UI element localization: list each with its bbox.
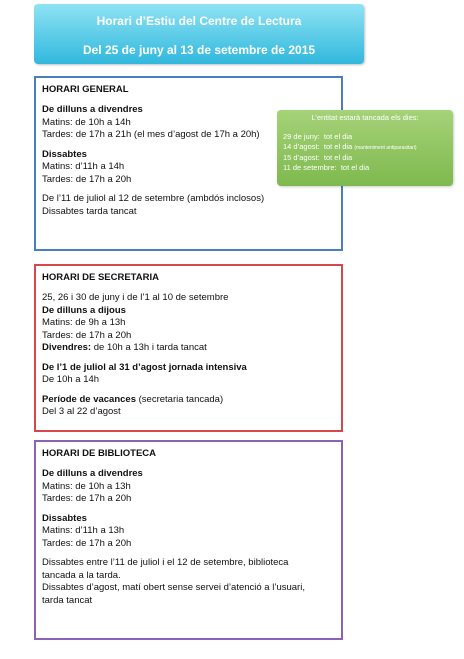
closure-row bbox=[283, 163, 417, 173]
secretaria-holiday-dates: Del 3 al 22 d’agost bbox=[42, 406, 121, 417]
general-weekdays-afternoon: Tardes: de 17h a 21h (el mes d’agost de 17h a 20h) bbox=[42, 129, 260, 140]
secretaria-friday bbox=[42, 342, 335, 355]
biblioteca-note2-line1: Dissabtes d’agost, matí obert sense servei d’atenció a l’usuari, bbox=[42, 582, 305, 593]
secretaria-intensive-label: De l’1 de juliol al 31 d’agost jornada intensiva bbox=[42, 361, 247, 373]
biblioteca-weekdays-afternoon: Tardes: de 17h a 20h bbox=[42, 493, 132, 504]
biblioteca-note1-line2: tancada a la tarda. bbox=[42, 569, 121, 581]
general-weekdays-morning: Matins: de 10h a 14h bbox=[42, 116, 131, 128]
biblioteca-weekdays-morning: Matins: de 10h a 13h bbox=[42, 480, 131, 492]
biblioteca-note2-line2: tarda tancat bbox=[42, 594, 93, 606]
closure-notice-title: L’entitat estarà tancada els dies: bbox=[311, 113, 419, 122]
general-note-period: De l’11 de juliol al 12 de setembre (ambdós inclosos) bbox=[42, 193, 265, 204]
closure-date: 15 d’agost: bbox=[283, 153, 320, 162]
general-saturday-morning: Matins: d’11h a 14h bbox=[42, 161, 125, 172]
secretaria-schedule-box bbox=[34, 264, 343, 432]
secretaria-intro: 25, 26 i 30 de juny i de l’1 al 10 de setembre bbox=[42, 292, 229, 303]
general-weekdays-label: De dilluns a divendres bbox=[42, 104, 143, 115]
secretaria-friday-text: de 10h a 13h i tarda tancat bbox=[91, 342, 207, 353]
closure-text: tot el dia bbox=[323, 153, 353, 162]
closure-row bbox=[283, 132, 417, 142]
closure-text: tot el dia bbox=[323, 142, 353, 151]
title-banner bbox=[34, 4, 364, 64]
biblioteca-saturday-afternoon: Tardes: de 17h a 20h bbox=[42, 537, 132, 549]
secretaria-weekdays-morning: Matins: de 9h a 13h bbox=[42, 317, 126, 328]
biblioteca-schedule-box bbox=[34, 440, 343, 640]
general-note-closed: Dissabtes tarda tancat bbox=[42, 205, 137, 217]
secretaria-friday-label: Divendres: bbox=[42, 342, 92, 353]
closure-extra: (manteniment antiparasitari) bbox=[354, 145, 417, 151]
closure-date: 29 de juny: bbox=[283, 132, 320, 141]
page-subtitle: Del 25 de juny al 13 de setembre de 2015 bbox=[82, 43, 316, 57]
general-saturday-label: Dissabtes bbox=[42, 148, 87, 160]
biblioteca-note1-line1: Dissabtes entre l’11 de juliol i el 12 de setembre, biblioteca bbox=[42, 557, 289, 568]
secretaria-holiday-label: Període de vacances bbox=[42, 393, 136, 405]
biblioteca-saturday-label: Dissabtes bbox=[42, 512, 87, 524]
secretaria-intensive-hours: De 10h a 14h bbox=[42, 374, 100, 385]
general-heading: HORARI GENERAL bbox=[42, 84, 129, 95]
biblioteca-weekdays-label: De dilluns a divendres bbox=[42, 468, 143, 479]
secretaria-heading: HORARI DE SECRETARIA bbox=[42, 272, 159, 283]
closure-row bbox=[283, 142, 417, 153]
closure-date: 11 de setembre: bbox=[283, 163, 337, 172]
closure-text: tot el dia bbox=[340, 163, 370, 172]
closure-date: 14 d’agost: bbox=[283, 142, 320, 151]
biblioteca-heading: HORARI DE BIBLIOTECA bbox=[42, 448, 156, 459]
closure-notice bbox=[277, 110, 453, 186]
secretaria-holiday bbox=[42, 394, 335, 407]
general-saturday-afternoon: Tardes: de 17h a 20h bbox=[42, 173, 132, 185]
secretaria-weekdays-label: De dilluns a dijous bbox=[42, 304, 126, 316]
closure-row bbox=[283, 153, 417, 163]
page-title: Horari d’Estiu del Centre de Lectura bbox=[96, 14, 302, 28]
secretaria-weekdays-afternoon: Tardes: de 17h a 20h bbox=[42, 329, 132, 341]
biblioteca-saturday-morning: Matins: d’11h a 13h bbox=[42, 525, 125, 536]
closure-text: tot el dia bbox=[323, 132, 353, 141]
secretaria-holiday-note: (secretaria tancada) bbox=[136, 393, 224, 405]
